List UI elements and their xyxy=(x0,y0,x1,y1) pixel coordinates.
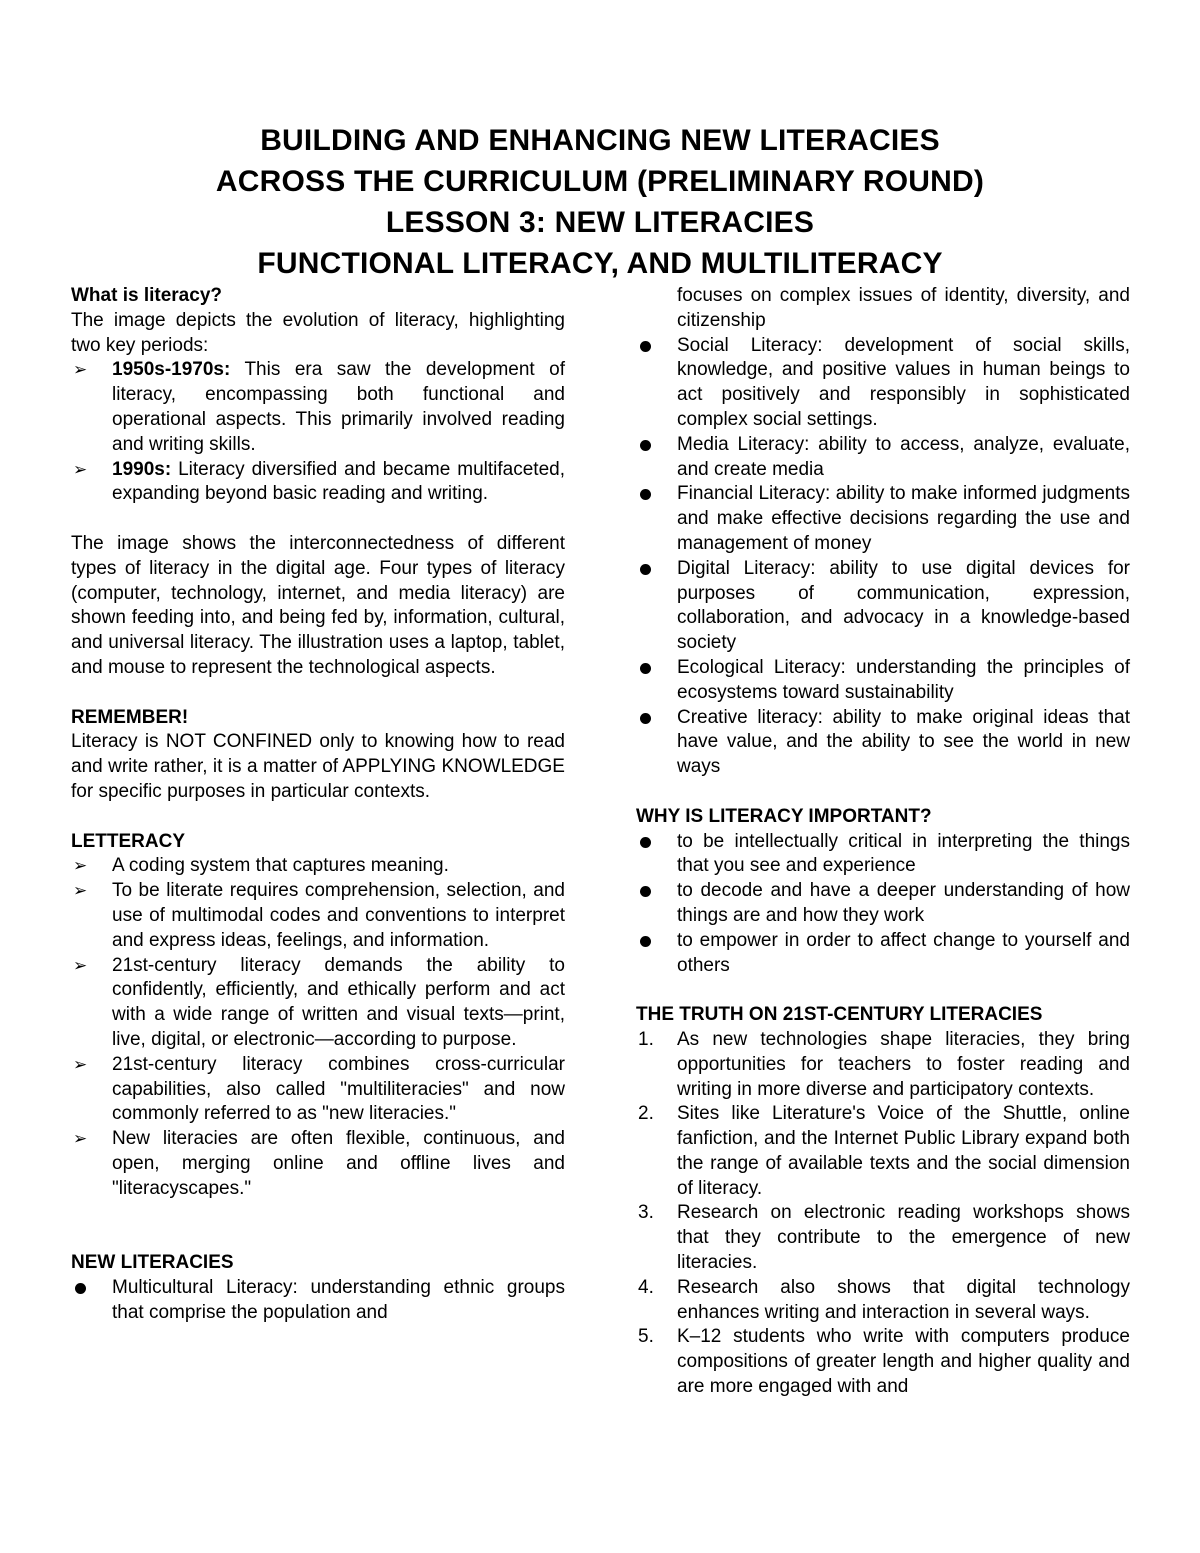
list-item xyxy=(71,954,565,1053)
list-item xyxy=(636,433,1130,483)
right-column xyxy=(636,284,1130,1400)
list-number: 3. xyxy=(638,1202,654,1224)
letteracy-list xyxy=(71,854,565,1201)
list-item-text: to be intellectually critical in interpreting the things that you see and experience xyxy=(677,830,1130,877)
bullet-dot-icon xyxy=(640,713,651,724)
title-line-4: FUNCTIONAL LITERACY, AND MULTILITERACY xyxy=(257,247,943,280)
list-item xyxy=(636,1028,1130,1102)
list-item-text: Multicultural Literacy: understanding ethnic groups that comprise the population and xyxy=(112,1276,565,1323)
list-item-text: New literacies are often flexible, continuous, and open, merging online and offline lives and "literacyscapes." xyxy=(112,1128,565,1199)
list-item xyxy=(71,854,565,879)
periods-list xyxy=(71,358,565,507)
remember-heading: REMEMBER! xyxy=(71,706,189,728)
list-item-text: Digital Literacy: ability to use digital devices for purposes of communication, expression, collaboration, and advocacy in a knowledge-based society xyxy=(677,557,1130,654)
list-item xyxy=(71,458,565,508)
letteracy-heading: LETTERACY xyxy=(71,830,185,852)
period-text: Literacy diversified and became multifaceted, expanding beyond basic reading and writing. xyxy=(112,458,565,505)
list-item xyxy=(636,1276,1130,1326)
list-item xyxy=(636,1102,1130,1201)
list-number: 1. xyxy=(638,1028,654,1050)
list-item xyxy=(636,557,1130,656)
truth-heading: THE TRUTH ON 21ST-CENTURY LITERACIES xyxy=(636,1004,1043,1026)
document-title xyxy=(0,120,1200,284)
what-is-literacy-heading: What is literacy? xyxy=(71,285,222,306)
bullet-dot-icon xyxy=(640,341,651,352)
list-item xyxy=(636,482,1130,556)
period-lead: 1950s-1970s: xyxy=(112,359,231,381)
literacy-intro: The image depicts the evolution of literacy, highlighting two key periods: xyxy=(71,309,565,356)
list-item-text: As new technologies shape literacies, they bring opportunities for teachers to foster reading and writing in more diverse and participatory contexts. xyxy=(677,1028,1130,1100)
truth-list xyxy=(636,1028,1130,1400)
arrow-bullet-icon: ➢ xyxy=(73,360,88,380)
list-item xyxy=(636,830,1130,880)
list-number: 2. xyxy=(638,1103,654,1125)
list-item-text: Sites like Literature's Voice of the Shuttle, online fanfiction, and the Internet Public Library expand both the range of available texts and the social dimension of literacy. xyxy=(677,1103,1130,1199)
period-lead: 1990s: xyxy=(112,458,172,480)
list-item-text: Social Literacy: development of social skills, knowledge, and positive values in human beings to act positively and responsibly in sophisticated complex social settings. xyxy=(677,334,1130,430)
bullet-dot-icon xyxy=(75,1283,86,1294)
left-column xyxy=(71,284,565,1325)
list-item-text: to empower in order to affect change to yourself and others xyxy=(677,929,1130,976)
new-literacies-list-start xyxy=(71,1276,565,1326)
list-item-text: To be literate requires comprehension, selection, and use of multimodal codes and conventions to interpret and express ideas, feelings, and information. xyxy=(112,880,565,951)
list-item xyxy=(71,1276,565,1326)
list-item-text: Financial Literacy: ability to make informed judgments and make effective decisions regarding the use and management of money xyxy=(677,483,1130,554)
list-item xyxy=(636,334,1130,433)
bullet-dot-icon xyxy=(640,564,651,575)
list-item xyxy=(636,1201,1130,1275)
list-item-text: 21st-century literacy demands the ability to confidently, efficiently, and ethically perform and act with a wide range of written and visual texts—print, live, digital, or electronic—according to purpose. xyxy=(112,954,565,1050)
period-text: This era saw the development of literacy, encompassing both functional and operational aspects. This primarily involved reading and writing skills. xyxy=(112,359,565,455)
list-item-text: Media Literacy: ability to access, analyze, evaluate, and create media xyxy=(677,433,1130,480)
bullet-dot-icon xyxy=(640,489,651,500)
arrow-bullet-icon: ➢ xyxy=(73,459,88,479)
list-item-continuation xyxy=(636,284,1130,334)
interconnectedness-paragraph: The image shows the interconnectedness of different types of literacy in the digital age. Four types of literacy (computer, technology, internet, and media literacy) are shown feeding into, and being fed by, information, cultural, and universal literacy. The illustration uses a laptop, tablet, and mouse to represent the technological aspects. xyxy=(71,532,565,678)
list-item-text: Research also shows that digital technology enhances writing and interaction in several ways. xyxy=(677,1276,1130,1323)
list-item-text: focuses on complex issues of identity, diversity, and citizenship xyxy=(677,285,1130,331)
arrow-bullet-icon: ➢ xyxy=(73,881,88,901)
list-item xyxy=(71,879,565,953)
bullet-dot-icon xyxy=(640,440,651,451)
title-line-2: ACROSS THE CURRICULUM (PRELIMINARY ROUND) xyxy=(215,165,985,198)
why-important-heading: WHY IS LITERACY IMPORTANT? xyxy=(636,805,932,827)
bullet-dot-icon xyxy=(640,936,651,947)
new-literacies-heading: NEW LITERACIES xyxy=(71,1252,234,1274)
list-item-text: Ecological Literacy: understanding the principles of ecosystems toward sustainability xyxy=(677,656,1130,703)
arrow-bullet-icon: ➢ xyxy=(73,1054,88,1074)
title-line-1: BUILDING AND ENHANCING NEW LITERACIES xyxy=(260,124,940,157)
arrow-bullet-icon: ➢ xyxy=(73,1129,88,1149)
list-item-text: A coding system that captures meaning. xyxy=(112,855,449,877)
list-number: 5. xyxy=(638,1326,654,1348)
list-item xyxy=(636,879,1130,929)
new-literacies-list-continued xyxy=(636,284,1130,780)
list-item xyxy=(636,656,1130,706)
remember-text: Literacy is NOT CONFINED only to knowing how to read and write rather, it is a matter of APPLYING KNOWLEDGE for specific purposes in particular contexts. xyxy=(71,731,565,802)
list-item-text: K–12 students who write with computers produce compositions of greater length and higher quality and are more engaged with and xyxy=(677,1326,1130,1398)
list-item-text: 21st-century literacy combines cross-curricular capabilities, also called "multiliteracies" and now commonly referred to as "new literacies." xyxy=(112,1053,565,1125)
list-item xyxy=(71,358,565,457)
bullet-dot-icon xyxy=(640,663,651,674)
list-item xyxy=(636,1325,1130,1399)
list-item xyxy=(636,929,1130,979)
bullet-dot-icon xyxy=(640,837,651,848)
title-line-3: LESSON 3: NEW LITERACIES xyxy=(385,206,815,239)
bullet-dot-icon xyxy=(640,886,651,897)
list-item xyxy=(71,1127,565,1201)
list-item xyxy=(636,706,1130,780)
list-item-text: Creative literacy: ability to make original ideas that have value, and the ability to see the world in new ways xyxy=(677,706,1130,778)
arrow-bullet-icon: ➢ xyxy=(73,955,88,975)
list-number: 4. xyxy=(638,1276,654,1298)
list-item-text: to decode and have a deeper understanding of how things are and how they work xyxy=(677,880,1130,926)
why-important-list xyxy=(636,830,1130,979)
list-item xyxy=(71,1053,565,1127)
arrow-bullet-icon: ➢ xyxy=(73,856,88,876)
list-item-text: Research on electronic reading workshops shows that they contribute to the emergence of new literacies. xyxy=(677,1202,1130,1274)
